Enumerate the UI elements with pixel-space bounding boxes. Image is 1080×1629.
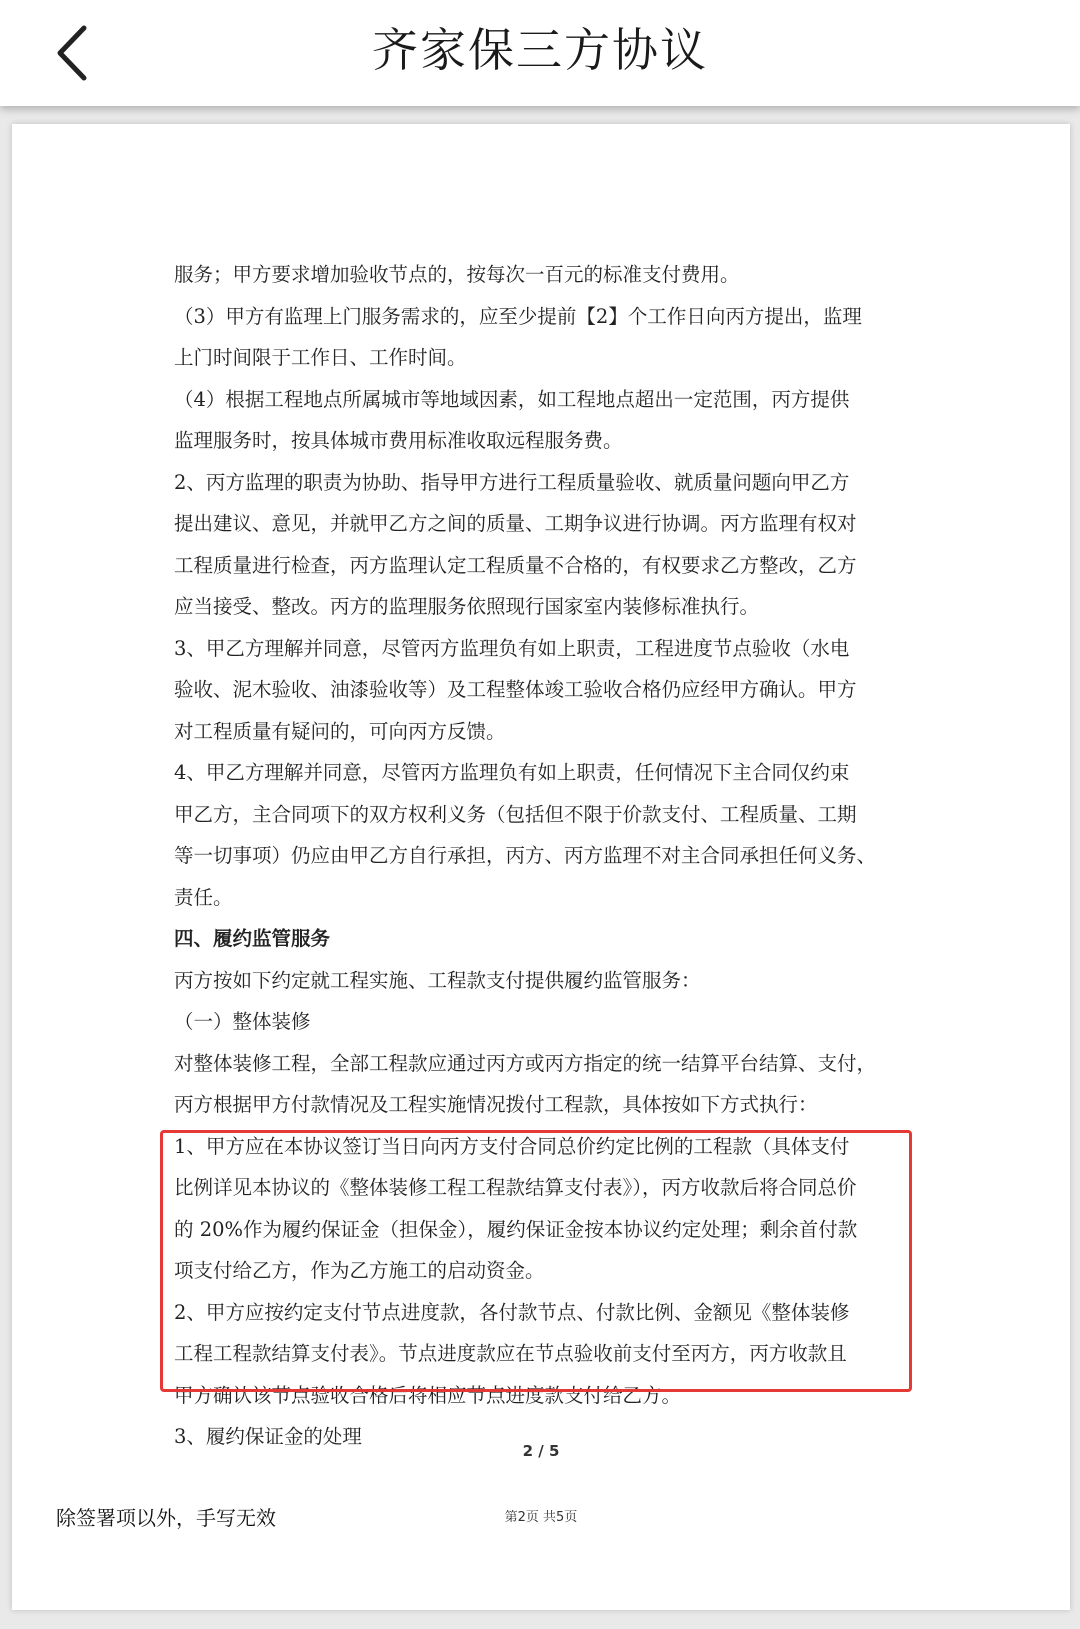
document-line: （4）根据工程地点所属城市等地域因素，如工程地点超出一定范围，丙方提供 [174,387,850,411]
document-line: （3）甲方有监理上门服务需求的，应至少提前【2】个工作日向丙方提出，监理 [174,304,862,328]
document-line: 监理服务时，按具体城市费用标准收取远程服务费。 [174,429,623,452]
document-line: 上门时间限于工作日、工作时间。 [174,346,467,369]
document-line: 验收、泥木验收、油漆验收等）及工程整体竣工验收合格仍应经甲方确认。甲方 [174,678,857,701]
document-line: 对工程质量有疑问的，可向丙方反馈。 [174,719,506,743]
top-navigation-bar [0,0,1080,106]
document-line: 丙方按如下约定就工程实施、工程款支付提供履约监管服务： [174,968,701,992]
document-line: 4、甲乙方理解并同意，尽管丙方监理负有如上职责，任何情况下主合同仅约束 [174,761,850,784]
document-viewer[interactable] [0,106,1080,1629]
document-line: 甲乙方，主合同项下的双方权利义务（包括但不限于价款支付、工程质量、工期 [174,802,857,826]
document-page [12,124,1070,1610]
page-indicator: 2 / 5 [522,1442,560,1460]
footer-notice: 除签署项以外，手写无效 [56,1506,276,1530]
highlighted-line: 项支付给乙方，作为乙方施工的启动资金。 [174,1259,545,1282]
highlighted-line: 2、甲方应按约定支付节点进度款，各付款节点、付款比例、金额见《整体装修 [174,1300,850,1324]
document-line: 工程质量进行检查，丙方监理认定工程质量不合格的，有权要求乙方整改，乙方 [174,553,857,577]
highlighted-line: 工程工程款结算支付表》。节点进度款应在节点验收前支付至丙方，丙方收款且 [174,1342,847,1365]
document-line: 提出建议、意见，并就甲乙方之间的质量、工期争议进行协调。丙方监理有权对 [174,512,857,535]
document-line: 2、丙方监理的职责为协助、指导甲方进行工程质量验收、就质量问题向甲乙方 [174,470,850,494]
page-title: 齐家保三方协议 [372,23,708,77]
highlighted-line: 的 20%作为履约保证金（担保金），履约保证金按本协议约定处理；剩余首付款 [174,1217,858,1241]
document-line: 丙方根据甲方付款情况及工程实施情况拨付工程款，具体按如下方式执行： [174,1093,818,1116]
document-line: 3、甲乙方理解并同意，尽管丙方监理负有如上职责，工程进度节点验收（水电 [174,636,850,660]
document-line: 应当接受、整改。丙方的监理服务依照现行国家室内装修标准执行。 [174,595,760,618]
document-line: 对整体装修工程，全部工程款应通过丙方或丙方指定的统一结算平台结算、支付， [174,1051,877,1075]
highlighted-line: 甲方确认该节点验收合格后将相应节点进度款支付给乙方。 [174,1383,682,1407]
document-line: （一）整体装修 [174,1010,311,1033]
document-line: 服务；甲方要求增加验收节点的，按每次一百元的标准支付费用。 [174,263,740,286]
red-highlight-box [160,1130,912,1392]
footer-page-number: 第2页 共5页 [504,1510,578,1525]
section-heading: 四、履约监管服务 [174,927,331,950]
highlighted-line: 比例详见本协议的《整体装修工程工程款结算支付表》），丙方收款后将合同总价 [174,1176,857,1199]
document-line: 责任。 [174,885,233,909]
document-line: 3、履约保证金的处理 [174,1425,362,1448]
highlighted-line: 1、甲方应在本协议签订当日向丙方支付合同总价约定比例的工程款（具体支付 [174,1134,850,1158]
document-line: 等一切事项）仍应由甲乙方自行承担，丙方、丙方监理不对主合同承担任何义务、 [174,844,877,867]
